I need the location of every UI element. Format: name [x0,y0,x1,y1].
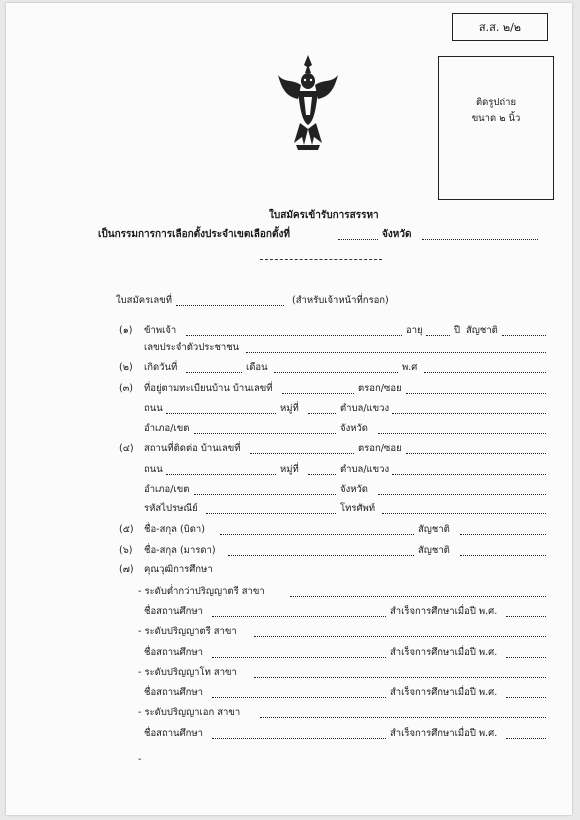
s3-moo-field[interactable] [308,413,336,414]
s2-day-label: เกิดวันที่ [144,362,178,373]
s2-month-label: เดือน [246,362,268,373]
title-divider [260,259,382,260]
s3-soi-label: ตรอก/ซอย [358,383,402,394]
form-page [6,3,572,815]
s4-postcode-label: รหัสไปรษณีย์ [144,503,198,514]
s7-inst-field[interactable] [212,697,386,698]
s3-soi-field[interactable] [406,393,546,394]
s7-level-field[interactable] [254,677,546,678]
s7-inst-label: ชื่อสถานศึกษา [144,606,203,617]
s1-number: (๑) [119,325,133,336]
s7-grad-label: สำเร็จการศึกษาเมื่อปี พ.ศ. [390,728,498,739]
s4-phone-label: โทรศัพท์ [340,503,376,514]
s1-nationality-label: สัญชาติ [466,325,498,336]
s4-postcode-field[interactable] [206,513,336,514]
s2-year-label: พ.ศ [402,362,418,373]
s3-number: (๓) [119,383,133,394]
s2-number: (๒) [119,362,133,373]
s1-id-field[interactable] [246,352,546,353]
s6-nationality-field[interactable] [460,555,546,556]
s4-house-field[interactable] [250,453,354,454]
s7-inst-field[interactable] [212,616,386,617]
s7-level-label: - ระดับปริญญาโท สาขา [138,667,237,678]
s7-grad-label: สำเร็จการศึกษาเมื่อปี พ.ศ. [390,606,498,617]
s5-number: (๕) [119,524,134,535]
s3-district-field[interactable] [194,433,336,434]
s4-subdistrict-field[interactable] [392,474,546,475]
s3-house-field[interactable] [282,393,354,394]
s1-nationality-field[interactable] [502,335,546,336]
s7-inst-field[interactable] [212,657,386,658]
s2-year-field[interactable] [424,372,546,373]
s1-name-field[interactable] [186,335,402,336]
s6-mother-label: ชื่อ-สกุล (มารดา) [144,545,216,556]
s4-house-label: สถานที่ติดต่อ บ้านเลขที่ [144,443,241,454]
form-subtitle-a: เป็นกรรมการการเลือกตั้งประจำเขตเลือกตั้งที่ [98,229,290,240]
s4-soi-field[interactable] [406,453,546,454]
s4-subdistrict-label: ตำบล/แขวง [340,464,390,475]
photo-size-label: ขนาด ๒ นิ้ว [471,113,521,124]
app-no-label: ใบสมัครเลขที่ [116,295,173,306]
district-number-field[interactable] [338,239,378,240]
s4-district-field[interactable] [194,494,336,495]
s4-phone-field[interactable] [382,513,546,514]
s3-district-label: อำเภอ/เขต [144,423,190,434]
s4-number: (๔) [119,443,134,454]
form-code: ส.ส. ๒/๒ [478,21,522,34]
s5-father-label: ชื่อ-สกุล (บิดา) [144,524,205,535]
s1-age-field[interactable] [426,335,450,336]
s1-id-label: เลขประจำตัวประชาชน [144,342,240,353]
s5-nationality-field[interactable] [460,534,546,535]
s7-number: (๗) [119,564,134,575]
s7-level-label: - ระดับปริญญาเอก สาขา [138,707,241,718]
s3-province-field[interactable] [378,433,546,434]
province-field[interactable] [422,239,538,240]
s4-province-field[interactable] [378,494,546,495]
s4-province-label: จังหวัด [340,484,368,495]
s1-age-label: อายุ [406,325,423,336]
trailing-bullet: - [138,754,142,765]
s2-day-field[interactable] [186,372,242,373]
s7-label: คุณวุฒิการศึกษา [144,564,213,575]
photo-placeholder-box [438,56,554,200]
s4-moo-label: หมู่ที่ [280,464,299,475]
s7-inst-field[interactable] [212,738,386,739]
s4-road-field[interactable] [166,474,276,475]
s4-moo-field[interactable] [308,474,336,475]
s7-level-field[interactable] [260,717,546,718]
s7-inst-label: ชื่อสถานศึกษา [144,687,203,698]
s6-nationality-label: สัญชาติ [418,545,450,556]
s3-subdistrict-field[interactable] [392,413,546,414]
s7-grad-field[interactable] [506,738,546,739]
form-subtitle-b: จังหวัด [382,229,412,240]
s7-inst-label: ชื่อสถานศึกษา [144,728,203,739]
photo-label: ติดรูปถ่าย [475,97,517,108]
form-code-box [452,13,548,41]
s7-grad-field[interactable] [506,616,546,617]
s7-grad-label: สำเร็จการศึกษาเมื่อปี พ.ศ. [390,647,498,658]
s7-inst-label: ชื่อสถานศึกษา [144,647,203,658]
s4-soi-label: ตรอก/ซอย [358,443,402,454]
s3-subdistrict-label: ตำบล/แขวง [340,403,390,414]
s4-district-label: อำเภอ/เขต [144,484,190,495]
app-no-field[interactable] [176,305,284,306]
s1-years-label: ปี [454,325,461,336]
form-title: ใบสมัครเข้ารับการสรรหา [269,210,379,221]
s7-grad-field[interactable] [506,697,546,698]
s5-father-field[interactable] [220,534,414,535]
s3-road-field[interactable] [166,413,276,414]
app-no-note: (สำหรับเจ้าหน้าที่กรอก) [292,295,389,306]
s7-level-label: - ระดับปริญญาตรี สาขา [138,626,237,637]
s4-road-label: ถนน [144,464,163,475]
s7-grad-label: สำเร็จการศึกษาเมื่อปี พ.ศ. [390,687,498,698]
s7-grad-field[interactable] [506,657,546,658]
s7-level-field[interactable] [290,596,546,597]
s7-level-field[interactable] [254,636,546,637]
s2-month-field[interactable] [274,372,398,373]
s5-nationality-label: สัญชาติ [418,524,450,535]
garuda-emblem-icon [274,51,342,155]
s6-mother-field[interactable] [228,555,414,556]
s7-level-label: - ระดับต่ำกว่าปริญญาตรี สาขา [138,586,265,597]
s3-moo-label: หมู่ที่ [280,403,299,414]
s6-number: (๖) [119,545,133,556]
s3-house-label: ที่อยู่ตามทะเบียนบ้าน บ้านเลขที่ [144,383,273,394]
s1-name-label: ข้าพเจ้า [144,325,177,336]
s3-road-label: ถนน [144,403,163,414]
s3-province-label: จังหวัด [340,423,368,434]
